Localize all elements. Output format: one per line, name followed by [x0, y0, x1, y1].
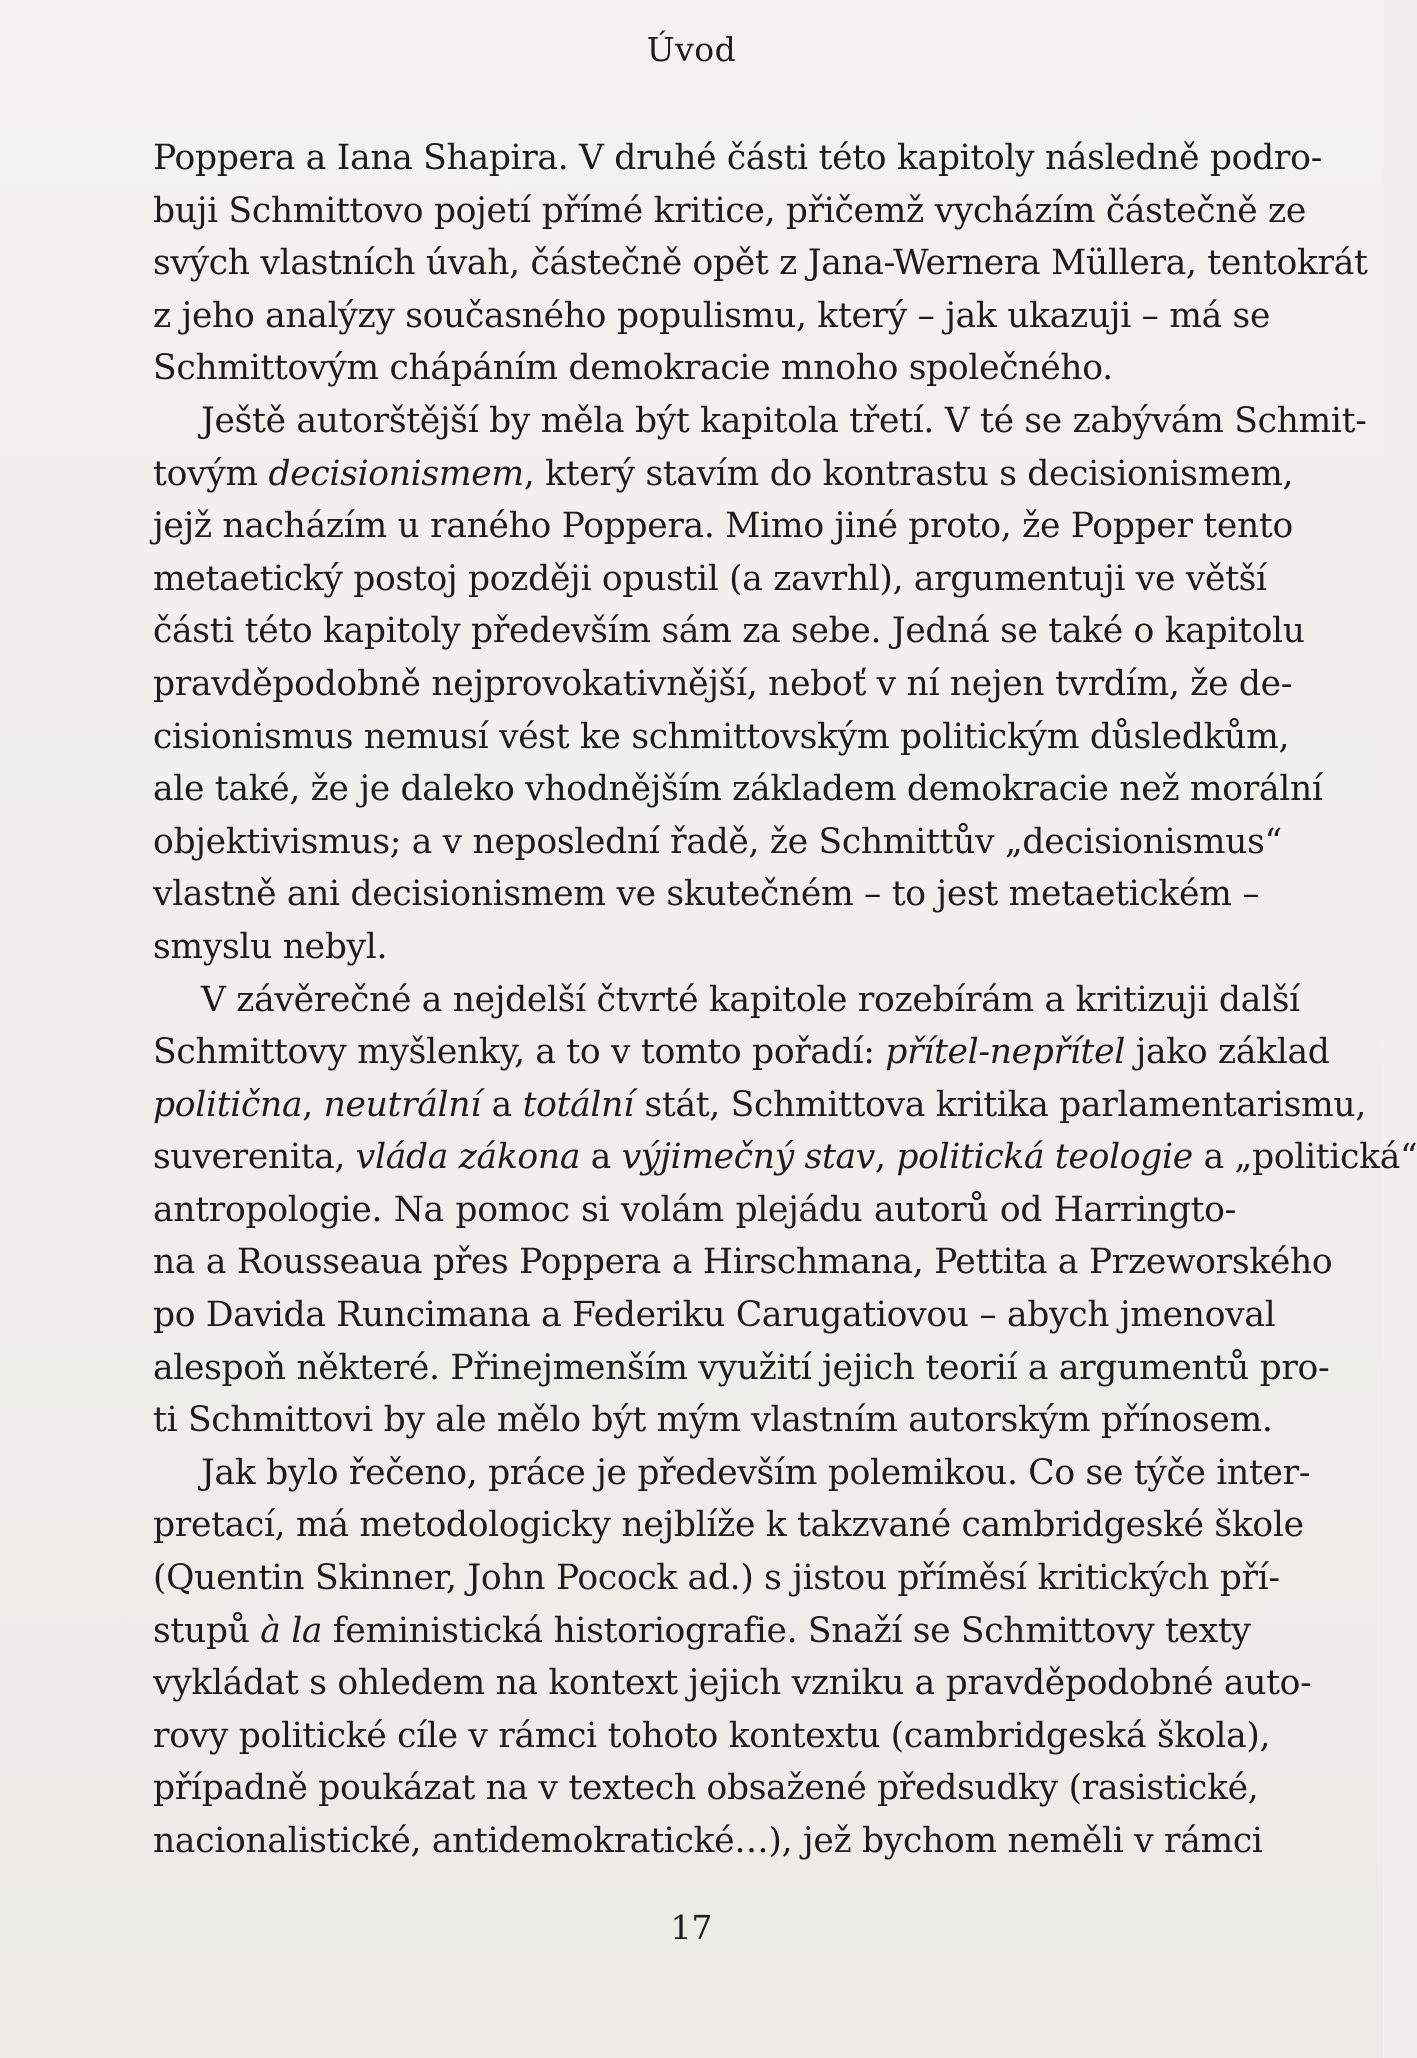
- text-run: Ještě autorštější by měla být kapitola třetí. V té se zabývám Schmit-: [201, 400, 1367, 441]
- text-line: [153, 1499, 1304, 1552]
- text-line: [153, 1815, 1263, 1868]
- text-line: [153, 237, 1368, 290]
- running-head: Úvod: [646, 30, 737, 69]
- text-run: tovým: [153, 453, 269, 494]
- text-run: stát, Schmittova kritika parlamentarismu,: [633, 1084, 1367, 1125]
- text-line: [153, 1394, 1273, 1447]
- text-run: antropologie. Na pomoc si volám plejádu autorů od Harringto-: [153, 1189, 1236, 1230]
- text-run: ale také, že je daleko vhodnějším základem demokracie než morální: [153, 769, 1323, 810]
- text-line: [153, 1184, 1236, 1237]
- text-run: jejž nacházím u raného Poppera. Mimo jiné proto, že Popper tento: [153, 506, 1293, 547]
- text-run: svých vlastních úvah, částečně opět z Jana-Wernera Müllera, tentokrát: [153, 243, 1368, 284]
- text-run: pretací, má metodologicky nejblíže k takzvané cambridgeské škole: [153, 1505, 1304, 1546]
- text-run: jako základ: [1124, 1032, 1330, 1073]
- italic-text: přítel-nepřítel: [885, 1032, 1125, 1073]
- text-line: [153, 185, 1306, 238]
- text-line: [153, 132, 1322, 185]
- text-line: [153, 1657, 1312, 1710]
- italic-text: decisionismem: [268, 453, 524, 494]
- text-line: [153, 500, 1293, 553]
- text-line: [153, 816, 1282, 869]
- text-run: V závěrečné a nejdelší čtvrté kapitole rozebírám a kritizuji další: [201, 979, 1300, 1020]
- text-line: [153, 868, 1260, 921]
- text-line: [153, 1552, 1280, 1605]
- text-run: vlastně ani decisionismem ve skutečném – to jest metaetickém –: [153, 874, 1260, 915]
- text-run: , který stavím do kontrastu s decisionismem,: [523, 453, 1294, 494]
- text-run: na a Rousseaua přes Poppera a Hirschmana, Pettita a Przeworského: [153, 1242, 1333, 1283]
- text-run: vykládat s ohledem na kontext jejich vzniku a pravděpodobné auto-: [153, 1663, 1312, 1704]
- text-run: stupů: [153, 1610, 261, 1651]
- text-line: [153, 921, 1236, 974]
- text-line: [153, 1079, 1367, 1132]
- text-run: ,: [302, 1084, 324, 1125]
- text-run: rovy politické cíle v rámci tohoto kontextu (cambridgeská škola),: [153, 1715, 1271, 1756]
- text-run: části této kapitoly především sám za sebe. Jedná se také o kapitolu: [153, 611, 1305, 652]
- page-number: 17: [670, 1908, 713, 1947]
- text-run: Schmittovy myšlenky, a to v tomto pořadí:: [153, 1032, 886, 1073]
- text-run: a „politická“: [1192, 1137, 1417, 1178]
- body-text: [153, 132, 1417, 1868]
- italic-text: vláda zákona: [355, 1137, 581, 1178]
- text-run: (Quentin Skinner, John Pocock ad.) s jistou příměsí kritických pří-: [153, 1558, 1280, 1599]
- italic-text: à la: [260, 1610, 323, 1651]
- italic-text: politická teologie: [896, 1137, 1193, 1178]
- text-line: [153, 553, 1267, 606]
- italic-text: politična: [153, 1084, 303, 1125]
- text-run: nacionalistické, antidemokratické…), jež bychom neměli v rámci: [153, 1821, 1263, 1861]
- text-line: [153, 1605, 1251, 1658]
- text-run: z jeho analýzy současného populismu, který – jak ukazuji – má se: [153, 295, 1271, 336]
- text-run: Poppera a Iana Shapira. V druhé části této kapitoly následně podro-: [153, 138, 1322, 178]
- text-line: [153, 763, 1323, 816]
- text-run: feministická historiografie. Snaží se Schmittovy texty: [322, 1610, 1251, 1651]
- text-line: [153, 1131, 1417, 1184]
- text-line: [153, 395, 1367, 448]
- italic-text: neutrální: [323, 1084, 481, 1125]
- text-run: buji Schmittovo pojetí přímé kritice, přičemž vycházím částečně ze: [153, 190, 1306, 231]
- text-line: [153, 1026, 1330, 1079]
- text-run: ,: [874, 1137, 897, 1178]
- text-line: [153, 974, 1300, 1027]
- text-run: cisionismus nemusí vést ke schmittovským politickým důsledkům,: [153, 716, 1290, 757]
- italic-text: výjimečný stav: [621, 1137, 875, 1178]
- text-run: Schmittovým chápáním demokracie mnoho společného.: [153, 348, 1113, 389]
- text-line: [153, 1762, 1259, 1815]
- text-run: ti Schmittovi by ale mělo být mým vlastním autorským přínosem.: [153, 1400, 1273, 1441]
- text-line: [153, 1236, 1333, 1289]
- text-run: a: [580, 1137, 622, 1178]
- text-run: pravděpodobně nejprovokativnější, neboť v ní nejen tvrdím, že de-: [153, 663, 1293, 704]
- text-run: smyslu nebyl.: [153, 926, 388, 967]
- text-line: [153, 342, 1236, 395]
- text-line: [153, 290, 1271, 343]
- text-line: [153, 1342, 1330, 1395]
- text-run: metaetický postoj později opustil (a zavrhl), argumentuji ve větší: [153, 558, 1267, 599]
- text-line: [153, 448, 1294, 501]
- text-line: [153, 605, 1305, 658]
- text-run: objektivismus; a v neposlední řadě, že Schmittův „decisionismus“: [153, 821, 1282, 862]
- text-run: suverenita,: [153, 1137, 356, 1178]
- italic-text: totální: [522, 1084, 634, 1125]
- text-run: případně poukázat na v textech obsažené předsudky (rasistické,: [153, 1768, 1259, 1809]
- text-line: [153, 711, 1290, 764]
- text-line: [153, 1447, 1311, 1500]
- text-run: alespoň některé. Přinejmenším využití jejich teorií a argumentů pro-: [153, 1347, 1330, 1388]
- text-run: a: [480, 1084, 523, 1125]
- text-run: po Davida Runcimana a Federiku Carugatiovou – abych jmenoval: [153, 1295, 1276, 1336]
- text-run: Jak bylo řečeno, práce je především polemikou. Co se týče inter-: [201, 1452, 1311, 1493]
- text-line: [153, 1289, 1276, 1342]
- text-line: [153, 1710, 1271, 1763]
- text-line: [153, 658, 1293, 711]
